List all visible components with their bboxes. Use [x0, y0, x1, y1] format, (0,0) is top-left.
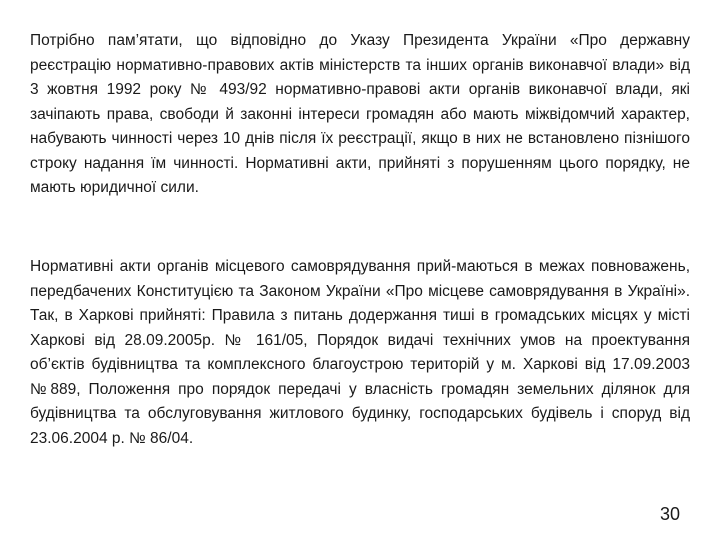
paragraph-decree-registration: Потрібно пам’ятати, що відповідно до Указу Президента України «Про державну реєстрацію нормативно-правових актів міністерств та інших органів виконавчої влади» від 3 жовтня 1992 року № 493/92 нормативно-правові акти органів виконавчої влади, які зачіпають права, свободи й законні інтереси громадян або мають міжвідомчий характер, набувають чинності через 10 днів після їх реєстрації, якщо в них не встановлено пізнішого строку надання їм чинності. Нормативні акти, прийняті з порушенням цього порядку, не мають юридичної сили.	[30, 32, 690, 196]
page-number: 30	[659, 504, 680, 524]
paragraph-local-self-government-acts: Нормативні акти органів місцевого самоврядування прий-маються в межах повноважень, передбачених Конституцією та Законом України «Про місцеве самоврядування в Україні». Так, в Харкові прийняті: Правила з питань додержання тиші в громадських місцях у місті Харкові від 28.09.2005р. № 161/05, Порядок видачі технічних умов на проектування об’єктів будівництва та комплексного благоустрою територій у м. Харкові від 17.09.2003 №889, Положення про порядок передачі у власність громадян земельних ділянок для будівництва та обслуговування житлового будинку, господарських будівель і споруд від 23.06.2004 р. № 86/04.	[30, 258, 690, 447]
